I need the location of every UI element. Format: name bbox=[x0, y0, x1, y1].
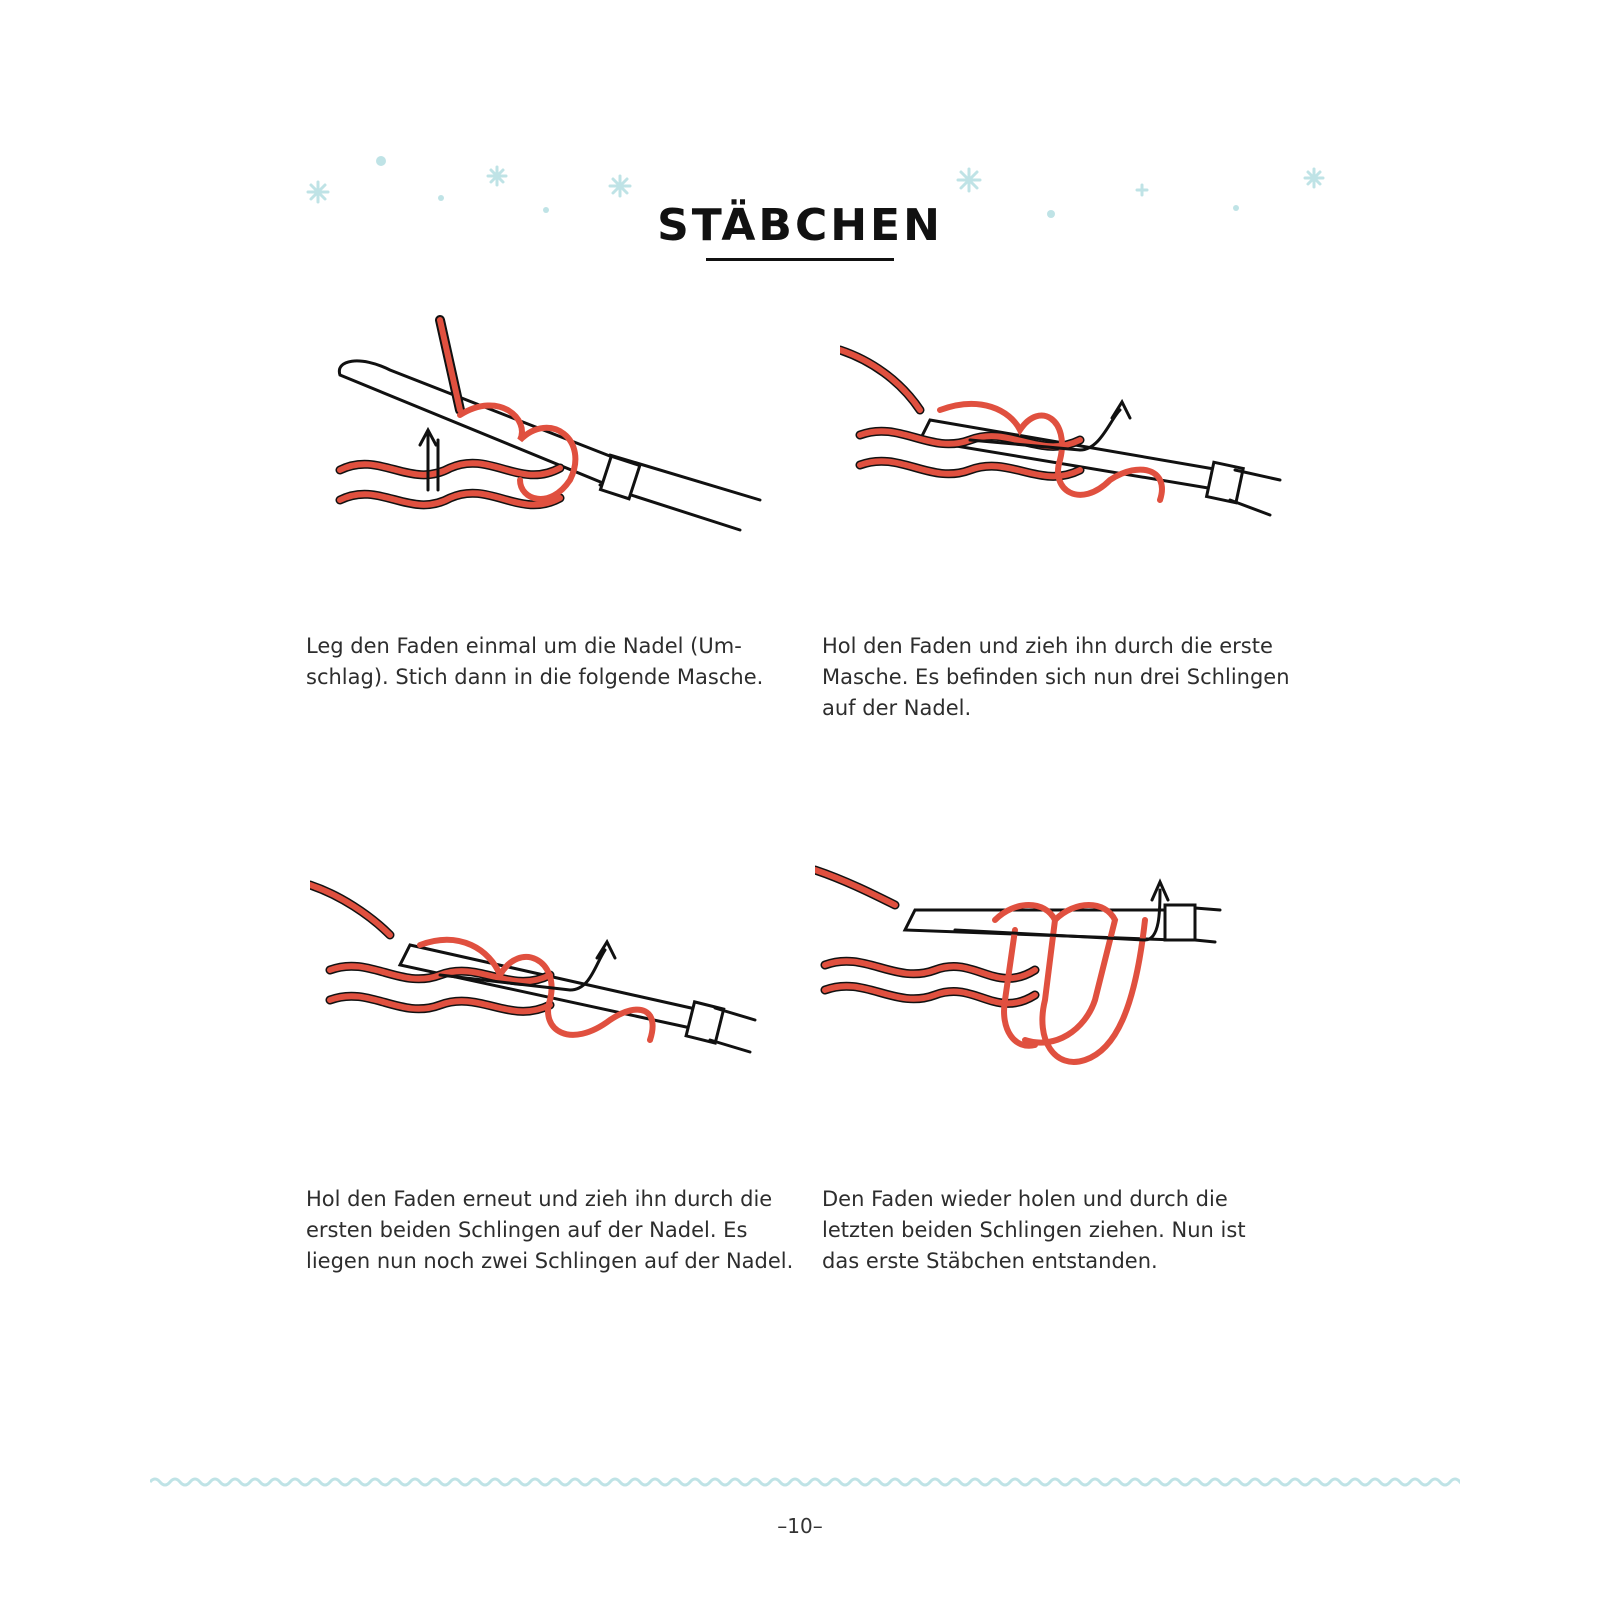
snowflake-icon bbox=[958, 169, 980, 191]
step-2-text bbox=[822, 631, 1312, 724]
step-1-text bbox=[306, 631, 796, 693]
title-underline bbox=[706, 258, 894, 261]
step-3-text bbox=[306, 1184, 796, 1277]
snow-dot bbox=[543, 207, 549, 213]
snowflake-icon bbox=[610, 176, 630, 196]
snowflake-icon bbox=[488, 167, 506, 185]
wave-divider bbox=[150, 1474, 1460, 1490]
step-3-illustration bbox=[310, 880, 770, 1090]
page-title: STÄBCHEN bbox=[657, 200, 943, 251]
page-number: –10– bbox=[777, 1514, 823, 1538]
step-4-text bbox=[822, 1184, 1312, 1277]
snowflake-icon bbox=[308, 182, 328, 202]
snowflake-decoration bbox=[0, 0, 1600, 300]
snow-dot bbox=[376, 156, 386, 166]
snowflake-icon bbox=[1305, 169, 1323, 187]
step-2-text-content: Hol den Faden und zieh ihn durch die erste Masche. Es befinden sich nun drei Schlingen auf der Nadel. bbox=[822, 634, 1290, 720]
step-1-text-content: Leg den Faden einmal um die Nadel (Um- schlag). Stich dann in die folgende Masche. bbox=[306, 634, 764, 689]
step-4-text-content: Den Faden wieder holen und durch die letzten beiden Schlingen ziehen. Nun ist das erste Stäbchen entstanden. bbox=[822, 1187, 1246, 1273]
step-1-illustration bbox=[320, 310, 780, 550]
step-2-illustration bbox=[840, 340, 1300, 550]
snowflake-icon bbox=[1137, 185, 1147, 195]
step-3-text-content: Hol den Faden erneut und zieh ihn durch die ersten beiden Schlingen auf der Nadel. Es liegen nun noch zwei Schlingen auf der Nadel. bbox=[306, 1187, 794, 1273]
wave-line bbox=[150, 1479, 1460, 1485]
snow-dot bbox=[438, 195, 444, 201]
snow-dot bbox=[1233, 205, 1239, 211]
step-4-illustration bbox=[815, 860, 1235, 1100]
snow-dot bbox=[1047, 210, 1055, 218]
